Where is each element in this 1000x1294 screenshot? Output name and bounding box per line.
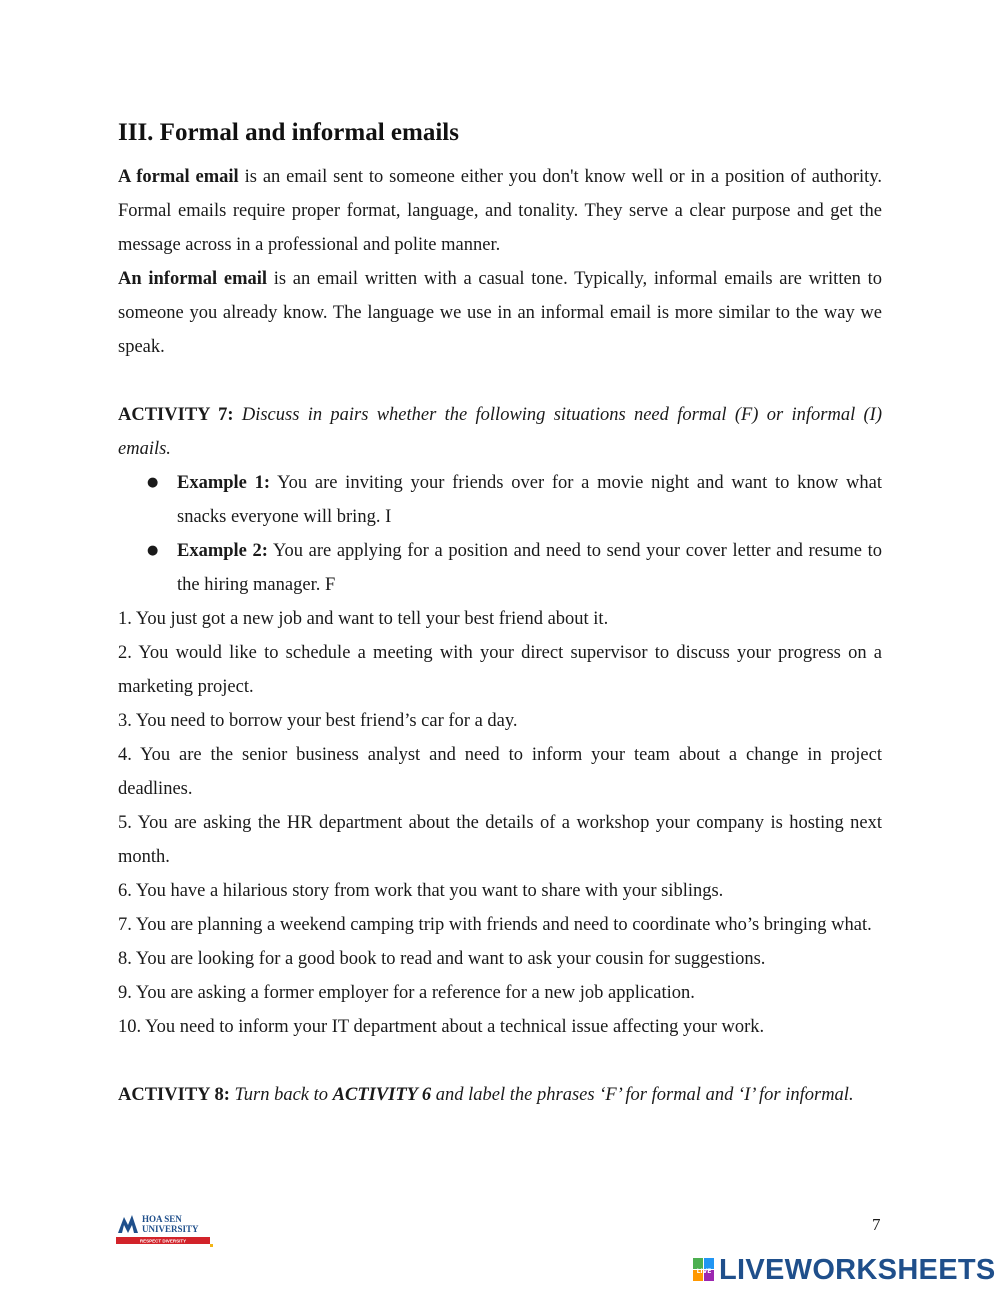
university-logo <box>116 1209 216 1249</box>
liveworksheets-badge-text: LIVE <box>696 1268 712 1275</box>
formal-email-definition: A formal email is an email sent to someone either you don't know well or in a position of authority. Formal emails require proper format, language, and tonality. They serve a clear purpose and get the message across in a professional and polite manner. <box>118 167 882 255</box>
situation-list <box>118 602 882 1044</box>
situation-item: 3. You need to borrow your best friend’s car for a day. <box>118 711 518 731</box>
bullet-icon: ● <box>147 475 159 490</box>
liveworksheets-icon <box>693 1258 715 1282</box>
bullet-icon: ● <box>147 543 159 558</box>
example-list <box>118 466 882 602</box>
activity-8-instruction: ACTIVITY 8: Turn back to ACTIVITY 6 and label the phrases ‘F’ for formal and ‘I’ for informal. <box>118 1085 854 1105</box>
situation-item: 8. You are looking for a good book to read and want to ask your cousin for suggestions. <box>118 949 766 969</box>
logo-line-1: HOA SEN <box>142 1214 182 1224</box>
activity-7-label: ACTIVITY 7: <box>118 405 234 425</box>
situation-item: 7. You are planning a weekend camping trip with friends and need to coordinate who’s bringing what. <box>118 915 872 935</box>
activity-6-reference: ACTIVITY 6 <box>332 1085 432 1105</box>
informal-email-term: An informal email <box>118 269 268 289</box>
document-page <box>118 116 882 1112</box>
informal-email-definition: An informal email is an email written with a casual tone. Typically, informal emails are written to someone you already know. The language we use in an informal email is more similar to the way we speak. <box>118 269 883 357</box>
logo-line-2: UNIVERSITY <box>142 1224 199 1234</box>
liveworksheets-text: LIVEWORKSHEETS <box>719 1253 996 1286</box>
situation-item: 1. You just got a new job and want to tell your best friend about it. <box>118 609 609 629</box>
logo-tagline: RESPECT DIVERSITY <box>139 1238 187 1244</box>
activity-8-label: ACTIVITY 8: <box>118 1085 230 1105</box>
situation-item: 10. You need to inform your IT department about a technical issue affecting your work. <box>118 1017 765 1037</box>
situation-item: 9. You are asking a former employer for a reference for a new job application. <box>118 983 695 1003</box>
activity-7-instruction: ACTIVITY 7: Discuss in pairs whether the following situations need formal (F) or informal (I) emails. <box>118 405 882 459</box>
formal-email-term: A formal email <box>118 167 239 187</box>
situation-item: 6. You have a hilarious story from work that you want to share with your siblings. <box>118 881 724 901</box>
situation-item: 5. You are asking the HR department about the details of a workshop your company is hosting next month. <box>118 813 882 867</box>
example-item: ● Example 1: You are inviting your friends over for a movie night and want to know what snacks everyone will bring. I <box>177 466 882 534</box>
situation-item: 2. You would like to schedule a meeting with your direct supervisor to discuss your progress on a marketing project. <box>118 643 882 697</box>
page-number: 7 <box>872 1215 881 1234</box>
liveworksheets-watermark <box>693 1253 996 1287</box>
example-item: ● Example 2: You are applying for a position and need to send your cover letter and resume to the hiring manager. F <box>177 534 882 602</box>
situation-item: 4. You are the senior business analyst and need to inform your team about a change in project deadlines. <box>118 745 882 799</box>
lotus-icon <box>118 1215 138 1233</box>
section-title: III. Formal and informal emails <box>118 119 459 146</box>
